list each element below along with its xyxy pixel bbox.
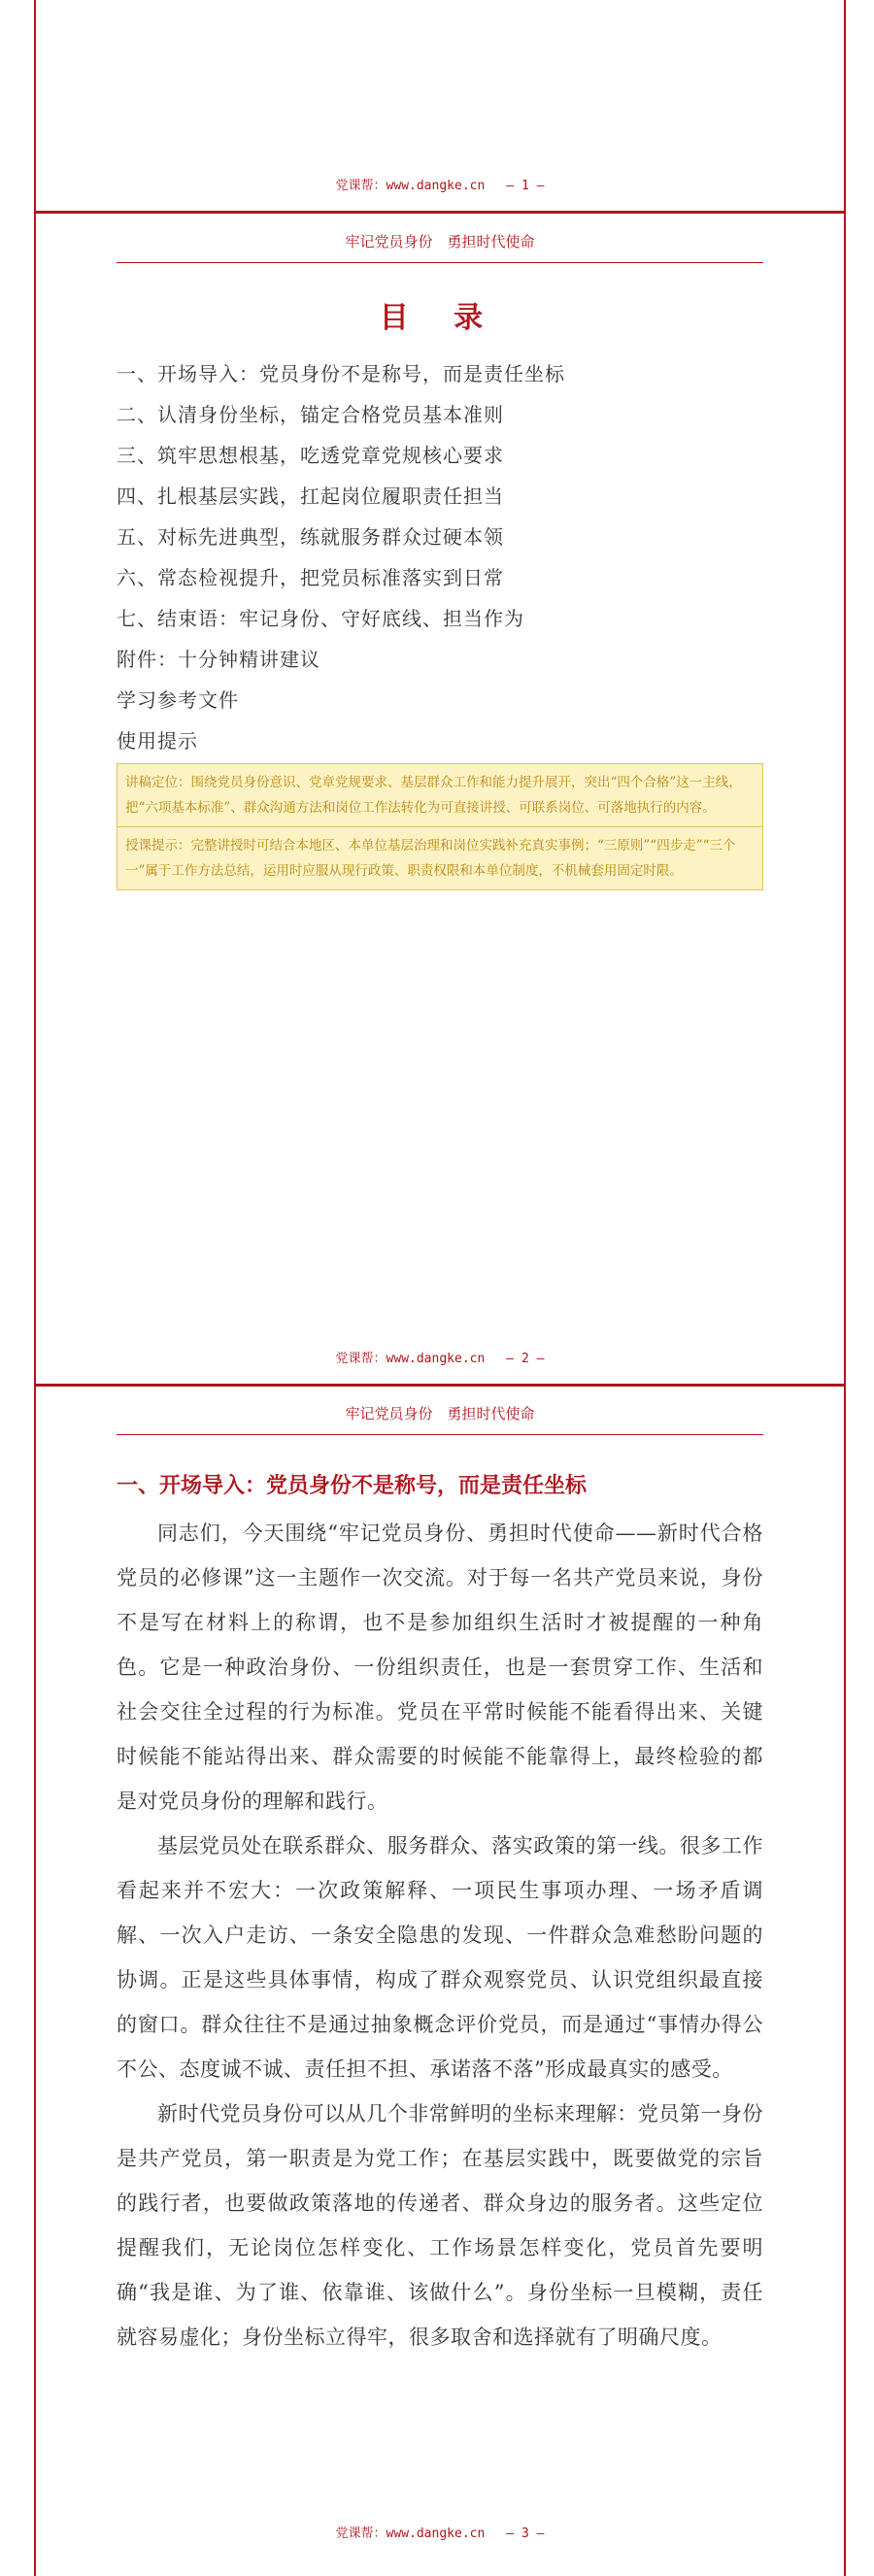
section-body [117, 1511, 763, 2359]
toc-item[interactable]: 使用提示 [117, 729, 198, 753]
page-number: — 1 — [506, 179, 545, 193]
page-footer-3 [34, 2523, 846, 2541]
body-paragraph: 新时代党员身份可以从几个非常鲜明的坐标来理解：党员第一身份是共产党员，第一职责是为党工作；在基层实践中，既要做党的宗旨的践行者，也要做政策落地的传递者、群众身边的服务者。这些定位提醒我们，无论岗位怎样变化、工作场景怎样变化，党员首先要明确“我是谁、为了谁、依靠谁、该做什么”。身份坐标一旦模糊，责任就容易虚化；身份坐标立得牢，很多取舍和选择就有了明确尺度。 [117, 2102, 763, 2349]
page-number: — 2 — [506, 1352, 545, 1366]
body-paragraph: 基层党员处在联系群众、服务群众、落实政策的第一线。很多工作看起来并不宏大：一次政策解释、一项民生事项办理、一场矛盾调解、一次入户走访、一条安全隐患的发现、一件群众急难愁盼问题的协调。正是这些具体事情，构成了群众观察党员、认识党组织最直接的窗口。群众往往不是通过抽象概念评价党员，而是通过“事情办得公不公、态度诚不诚、责任担不担、承诺落不落”形成最真实的感受。 [117, 1834, 763, 2081]
body-paragraph: 同志们，今天围绕“牢记党员身份、勇担时代使命——新时代合格党员的必修课”这一主题作一次交流。对于每一名共产党员来说，身份不是写在材料上的称谓，也不是参加组织生活时才被提醒的一种角色。它是一种政治身份、一份组织责任，也是一套贯穿工作、生活和社会交往全过程的行为标准。党员在平常时候能不能看得出来、关键时候能不能站得出来、群众需要的时候能不能靠得上，最终检验的都是对党员身份的理解和践行。 [117, 1522, 763, 1813]
toc-item[interactable]: 附件：十分钟精讲建议 [117, 648, 320, 671]
toc-item[interactable]: 六、常态检视提升，把党员标准落实到日常 [117, 566, 504, 589]
toc-title: 目 录 [379, 301, 501, 335]
running-header: 牢记党员身份 勇担时代使命 [117, 1403, 763, 1435]
toc-item[interactable]: 三、筑牢思想根基，吃透党章党规核心要求 [117, 444, 504, 467]
toc-item[interactable]: 二、认清身份坐标，锚定合格党员基本准则 [117, 403, 504, 426]
footer-site: 党课帮：www.dangke.cn [335, 2526, 486, 2541]
tip-teaching: 授课提示：完整讲授时可结合本地区、本单位基层治理和岗位实践补充真实事例；“三原则”“四步走”“三个一”属于工作方法总结，运用时应服从现行政策、职责权限和本单位制度，不机械套用固定时限。 [118, 826, 762, 889]
page-number: — 3 — [506, 2526, 545, 2541]
tips-box [117, 763, 763, 890]
page-footer-2 [34, 1348, 846, 1366]
toc-item[interactable]: 四、扎根基层实践，扛起岗位履职责任担当 [117, 485, 504, 508]
running-header: 牢记党员身份 勇担时代使命 [117, 231, 763, 263]
toc-item[interactable]: 一、开场导入：党员身份不是称号，而是责任坐标 [117, 362, 565, 385]
toc-item[interactable]: 五、对标先进典型，练就服务群众过硬本领 [117, 525, 504, 549]
toc-list [117, 353, 763, 761]
footer-site: 党课帮：www.dangke.cn [335, 1352, 486, 1366]
toc-item[interactable]: 七、结束语：牢记身份、守好底线、担当作为 [117, 607, 524, 630]
page-footer-1 [34, 175, 846, 193]
toc-item[interactable]: 学习参考文件 [117, 688, 239, 712]
footer-site: 党课帮：www.dangke.cn [335, 179, 486, 193]
tip-positioning: 讲稿定位：围绕党员身份意识、党章党规要求、基层群众工作和能力提升展开，突出“四个合格”这一主线，把“六项基本标准”、群众沟通方法和岗位工作法转化为可直接讲授、可联系岗位、可落地执行的内容。 [125, 775, 742, 816]
section-title: 一、开场导入：党员身份不是称号，而是责任坐标 [117, 1474, 588, 1498]
